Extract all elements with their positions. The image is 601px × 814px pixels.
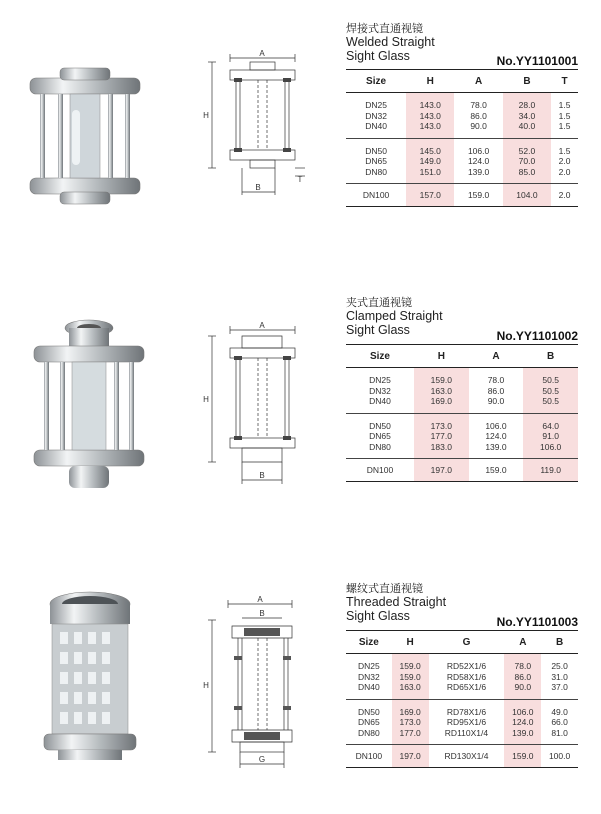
table-cell: 124.0 bbox=[504, 717, 541, 728]
table-cell: DN65 bbox=[358, 717, 380, 727]
table-row bbox=[346, 368, 578, 386]
table-cell: DN100 bbox=[346, 745, 392, 768]
table-cell: 1.5 bbox=[558, 110, 571, 121]
table-cell: 143.0 bbox=[406, 93, 454, 111]
table-cell: 86.0 bbox=[487, 385, 505, 396]
table-cell: 2.0 bbox=[558, 156, 571, 166]
dim-label-bottom: B bbox=[259, 471, 265, 480]
table-cell: DN65 bbox=[369, 431, 391, 441]
welded-model-number: No.YY1101001 bbox=[496, 54, 578, 68]
column-header: G bbox=[429, 631, 505, 654]
table-row bbox=[346, 396, 578, 413]
table-cell: RD65X1/6 bbox=[429, 682, 505, 699]
dim-label-side: H bbox=[203, 681, 209, 690]
table-cell: 139.0 bbox=[504, 728, 541, 745]
column-header: Size bbox=[346, 631, 392, 654]
table-cell: 106.0 bbox=[467, 145, 490, 156]
clamped-sight-glass-photo bbox=[24, 318, 154, 498]
table-cell: RD52X1/6 bbox=[446, 661, 487, 671]
column-header: A bbox=[504, 631, 541, 654]
dim-label-top: A bbox=[257, 596, 263, 604]
column-header: A bbox=[469, 345, 524, 368]
table-cell: DN40 bbox=[346, 121, 406, 138]
table-row bbox=[346, 717, 578, 728]
table-cell: 86.0 bbox=[470, 110, 487, 121]
table-cell: 157.0 bbox=[406, 184, 454, 207]
welded-sight-glass-photo bbox=[20, 60, 150, 210]
table-cell: 50.5 bbox=[523, 396, 578, 413]
table-cell: 34.0 bbox=[503, 111, 551, 122]
table-row bbox=[346, 167, 578, 184]
table-header-row bbox=[346, 631, 578, 654]
welded-technical-drawing bbox=[200, 50, 310, 210]
threaded-technical-drawing bbox=[200, 596, 310, 771]
table-cell: 70.0 bbox=[503, 156, 551, 167]
threaded-sight-glass-photo bbox=[30, 588, 150, 763]
column-header: H bbox=[406, 70, 454, 93]
dim-label-side: H bbox=[203, 111, 209, 120]
table-cell: 151.0 bbox=[406, 167, 454, 184]
table-cell: DN50 bbox=[369, 420, 391, 431]
table-cell: 177.0 bbox=[392, 728, 429, 745]
table-header-row bbox=[346, 345, 578, 368]
table-cell: 90.0 bbox=[504, 682, 541, 699]
table-cell: 49.0 bbox=[551, 706, 568, 717]
table-cell: 159.0 bbox=[392, 672, 429, 683]
table-cell: 143.0 bbox=[406, 111, 454, 122]
table-cell: 85.0 bbox=[503, 167, 551, 184]
table-cell: 183.0 bbox=[414, 442, 469, 459]
table-cell: RD78X1/6 bbox=[446, 706, 487, 717]
table-row bbox=[346, 672, 578, 683]
table-cell: 28.0 bbox=[503, 93, 551, 111]
table-cell: 139.0 bbox=[469, 442, 524, 459]
table-cell: 86.0 bbox=[504, 672, 541, 683]
column-header: Size bbox=[346, 345, 414, 368]
table-cell: RD130X1/4 bbox=[429, 745, 505, 768]
table-cell: 159.0 bbox=[504, 745, 541, 768]
clamped-title-cn: 夹式直通视镜 bbox=[346, 296, 412, 309]
table-cell: DN80 bbox=[346, 728, 392, 745]
table-cell: 197.0 bbox=[414, 459, 469, 482]
table-cell: 52.0 bbox=[503, 138, 551, 156]
dim-label-side: H bbox=[203, 395, 209, 404]
table-cell: DN32 bbox=[365, 110, 387, 121]
table-row bbox=[346, 459, 578, 482]
column-header: Size bbox=[346, 70, 406, 93]
table-row bbox=[346, 138, 578, 156]
table-row bbox=[346, 699, 578, 717]
product-welded bbox=[0, 0, 601, 270]
table-cell: 81.0 bbox=[541, 728, 578, 745]
table-cell: 139.0 bbox=[454, 167, 502, 184]
column-header: B bbox=[503, 70, 551, 93]
table-cell: DN100 bbox=[346, 184, 406, 207]
column-header: H bbox=[414, 345, 469, 368]
table-row bbox=[346, 442, 578, 459]
table-cell: 159.0 bbox=[392, 654, 429, 672]
product-clamped bbox=[0, 270, 601, 550]
table-row bbox=[346, 93, 578, 111]
table-cell: DN32 bbox=[369, 385, 391, 396]
table-cell: DN65 bbox=[365, 156, 387, 166]
table-row bbox=[346, 431, 578, 442]
table-cell: 31.0 bbox=[551, 671, 568, 682]
column-header: A bbox=[454, 70, 502, 93]
table-cell: DN25 bbox=[365, 100, 387, 110]
table-cell: 66.0 bbox=[551, 717, 568, 727]
table-row bbox=[346, 682, 578, 699]
table-cell: 124.0 bbox=[467, 156, 490, 166]
table-cell: RD110X1/4 bbox=[429, 728, 505, 745]
dim-label-top: A bbox=[259, 50, 265, 58]
clamped-model-number: No.YY1101002 bbox=[496, 329, 578, 343]
column-header: T bbox=[551, 70, 578, 93]
table-cell: 106.0 bbox=[485, 420, 507, 431]
table-cell: 119.0 bbox=[523, 459, 578, 482]
table-cell: 2.0 bbox=[551, 184, 578, 207]
dim-label-bottom: B bbox=[255, 183, 261, 192]
column-header: B bbox=[523, 345, 578, 368]
clamped-technical-drawing bbox=[200, 322, 310, 492]
table-cell: DN50 bbox=[365, 145, 387, 156]
table-row bbox=[346, 413, 578, 431]
threaded-spec-table bbox=[346, 630, 578, 768]
table-cell: DN100 bbox=[346, 459, 414, 482]
welded-title-cn: 焊接式直通视镜 bbox=[346, 22, 423, 35]
table-cell: 90.0 bbox=[454, 121, 502, 138]
table-cell: 145.0 bbox=[406, 138, 454, 156]
clamped-title-en-2: Sight Glass bbox=[346, 323, 410, 337]
clamped-title-block bbox=[346, 296, 578, 342]
dim-label-extra: T bbox=[297, 175, 303, 184]
table-cell: 25.0 bbox=[551, 661, 568, 671]
table-cell: RD95X1/6 bbox=[446, 717, 487, 727]
table-cell: 2.0 bbox=[551, 167, 578, 184]
table-cell: 78.0 bbox=[470, 100, 487, 110]
product-threaded bbox=[0, 560, 601, 814]
welded-title-en-2: Sight Glass bbox=[346, 49, 410, 63]
column-header: H bbox=[392, 631, 429, 654]
clamped-spec-table bbox=[346, 344, 578, 482]
table-row bbox=[346, 745, 578, 768]
table-cell: RD58X1/6 bbox=[446, 671, 487, 682]
table-row bbox=[346, 111, 578, 122]
table-cell: DN40 bbox=[346, 396, 414, 413]
table-row bbox=[346, 728, 578, 745]
table-cell: 159.0 bbox=[454, 184, 502, 207]
table-cell: 1.5 bbox=[558, 145, 571, 156]
threaded-title-en-1: Threaded Straight bbox=[346, 595, 447, 609]
table-cell: 173.0 bbox=[414, 413, 469, 431]
table-cell: 149.0 bbox=[406, 156, 454, 167]
table-cell: 90.0 bbox=[469, 396, 524, 413]
table-cell: 163.0 bbox=[414, 386, 469, 397]
table-cell: 50.5 bbox=[523, 386, 578, 397]
table-row bbox=[346, 184, 578, 207]
table-cell: 64.0 bbox=[523, 413, 578, 431]
table-cell: 1.5 bbox=[558, 100, 571, 110]
welded-title-block bbox=[346, 22, 578, 68]
table-cell: 169.0 bbox=[414, 396, 469, 413]
dim-label-top: A bbox=[259, 322, 265, 330]
table-cell: 37.0 bbox=[541, 682, 578, 699]
table-cell: 159.0 bbox=[469, 459, 524, 482]
table-cell: 197.0 bbox=[392, 745, 429, 768]
table-cell: DN25 bbox=[369, 375, 391, 385]
table-cell: 169.0 bbox=[392, 699, 429, 717]
dim-label-bottom: G bbox=[258, 755, 266, 764]
table-row bbox=[346, 654, 578, 672]
table-cell: DN80 bbox=[346, 442, 414, 459]
clamped-title-en-1: Clamped Straight bbox=[346, 309, 443, 323]
threaded-title-block bbox=[346, 582, 578, 628]
table-cell: 106.0 bbox=[504, 699, 541, 717]
table-cell: 159.0 bbox=[414, 368, 469, 386]
table-cell: 124.0 bbox=[485, 431, 507, 441]
table-cell: 78.0 bbox=[504, 654, 541, 672]
table-cell: DN40 bbox=[346, 682, 392, 699]
table-cell: 163.0 bbox=[392, 682, 429, 699]
table-cell: DN80 bbox=[346, 167, 406, 184]
welded-spec-table bbox=[346, 69, 578, 207]
table-header-row bbox=[346, 70, 578, 93]
column-header: B bbox=[541, 631, 578, 654]
table-cell: DN50 bbox=[358, 706, 380, 717]
table-cell: 1.5 bbox=[551, 121, 578, 138]
table-cell: 106.0 bbox=[523, 442, 578, 459]
welded-title-en-1: Welded Straight bbox=[346, 35, 435, 49]
table-cell: 173.0 bbox=[392, 717, 429, 728]
table-cell: 100.0 bbox=[541, 745, 578, 768]
table-row bbox=[346, 121, 578, 138]
table-cell: 177.0 bbox=[414, 431, 469, 442]
table-cell: 91.0 bbox=[523, 431, 578, 442]
table-cell: 78.0 bbox=[487, 375, 505, 385]
threaded-model-number: No.YY1101003 bbox=[496, 615, 578, 629]
dim-label-top2: B bbox=[259, 609, 265, 618]
table-row bbox=[346, 386, 578, 397]
threaded-title-en-2: Sight Glass bbox=[346, 609, 410, 623]
table-cell: DN25 bbox=[358, 661, 380, 671]
table-row bbox=[346, 156, 578, 167]
threaded-title-cn: 螺纹式直通视镜 bbox=[346, 582, 423, 595]
table-cell: 143.0 bbox=[406, 121, 454, 138]
table-cell: DN32 bbox=[358, 671, 380, 682]
table-cell: 40.0 bbox=[503, 121, 551, 138]
table-cell: 50.5 bbox=[523, 368, 578, 386]
table-cell: 104.0 bbox=[503, 184, 551, 207]
